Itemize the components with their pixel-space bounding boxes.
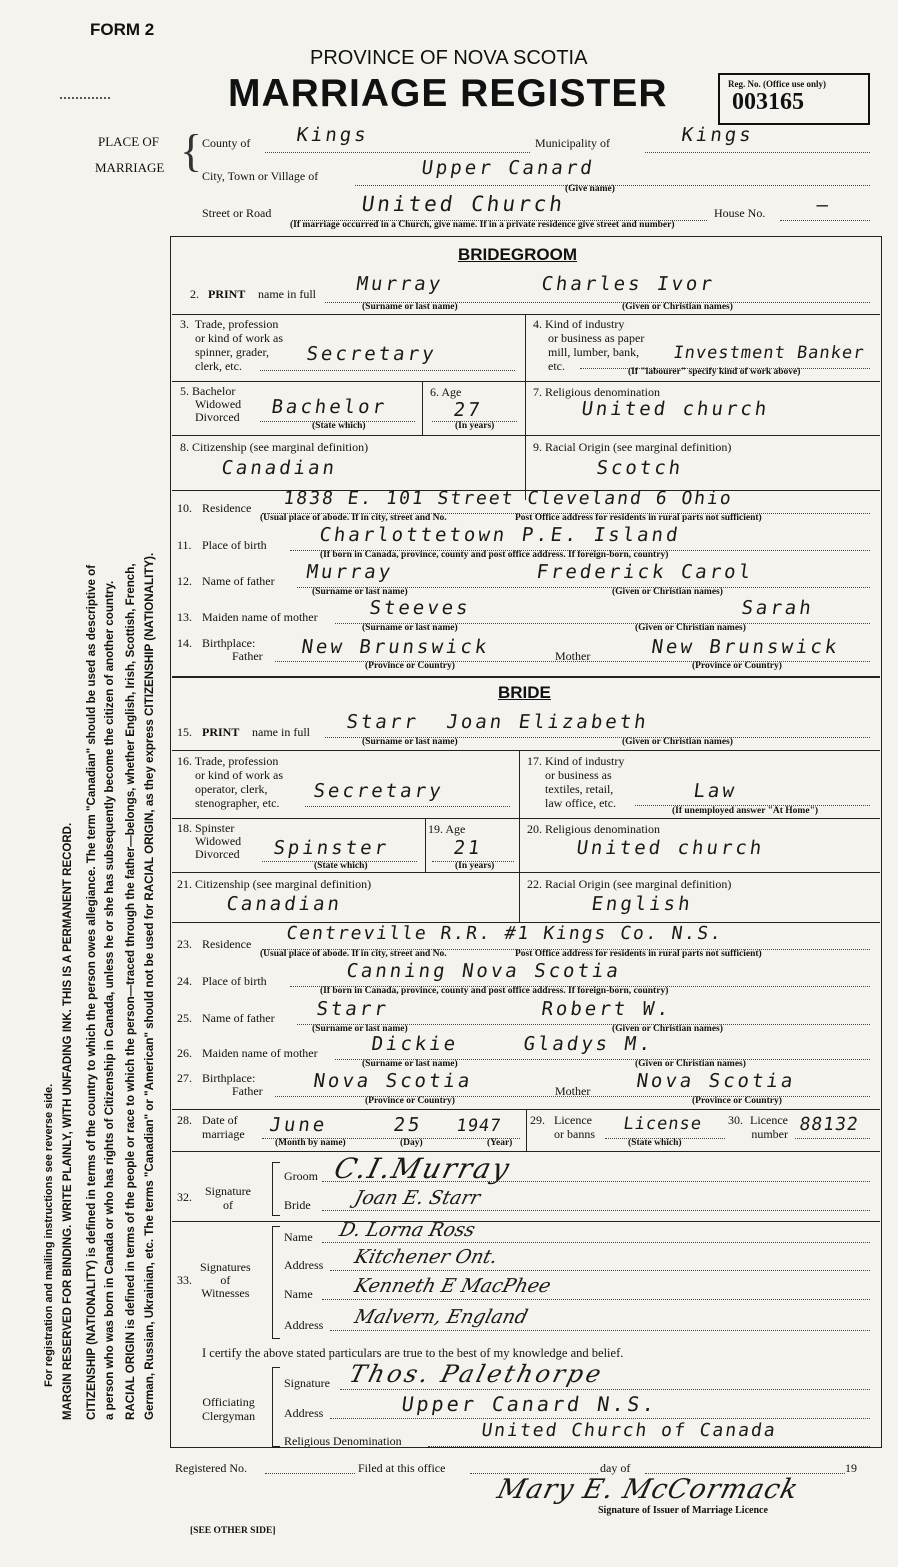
bride-father-surname-caption: (Surname or last name)	[312, 1024, 408, 1034]
groom-birth: Charlottetown P.E. Island	[318, 524, 683, 546]
groom-citizenship-label: 8. Citizenship (see marginal definition)	[180, 440, 369, 454]
registered-label: Registered No.	[175, 1461, 247, 1475]
signature-bracket	[272, 1162, 280, 1216]
bride-given-caption: (Given or Christian names)	[622, 737, 733, 747]
page-title: MARRIAGE REGISTER	[228, 72, 668, 115]
groom-bp-father-caption: (Province or Country)	[365, 661, 455, 671]
bride-religion: United church	[575, 837, 766, 859]
street-label: Street or Road	[202, 206, 272, 220]
groom-bp-father: New Brunswick	[300, 636, 491, 658]
signature-num: 32.	[177, 1190, 192, 1204]
bride-given: Joan Elizabeth	[445, 711, 651, 733]
groom-trade: Secretary	[305, 343, 439, 365]
groom-father-label: Name of father	[202, 574, 275, 588]
marriage-year: 1947	[455, 1116, 503, 1136]
groom-mother-surname: Steeves	[368, 597, 473, 619]
see-other-side: [SEE OTHER SIDE]	[190, 1526, 276, 1536]
bride-residence-caption-a: (Usual place of abode. If in city, street and No.	[260, 949, 447, 959]
form-number: FORM 2	[90, 20, 155, 39]
municipality-label: Municipality of	[535, 136, 610, 150]
licence-type: License	[622, 1114, 704, 1134]
bride-mother-given-caption: (Given or Christian names)	[635, 1059, 746, 1069]
city-caption: (Give name)	[565, 184, 615, 194]
groom-trade-label: 3. Trade, profession or kind of work as spinner, grader, clerk, etc.	[180, 317, 283, 373]
bride-status-label: 18. Spinster Widowed Divorced	[177, 821, 242, 861]
licence-number-num: 30.	[728, 1113, 743, 1127]
groom-religion-label: 7. Religious denomination	[533, 385, 660, 399]
groom-given-caption: (Given or Christian names)	[622, 302, 733, 312]
bride-bp-mother-label: Mother	[555, 1084, 591, 1098]
groom-given: Charles Ivor	[540, 273, 717, 295]
bride-surname: Starr	[345, 711, 421, 733]
groom-mother-label: Maiden name of mother	[202, 610, 318, 624]
bride-trade-label: 16. Trade, profession or kind of work as operator, clerk, stenographer, etc.	[177, 754, 283, 810]
groom-status-caption: (State which)	[312, 421, 366, 431]
groom-industry-label: 4. Kind of industry or business as paper mill, lumber, bank, etc.	[533, 317, 645, 373]
county-label: County of	[202, 136, 251, 150]
groom-residence: 1838 E. 101 Street Cleveland 6 Ohio	[282, 488, 735, 509]
bride-name-num: 15.	[177, 725, 192, 739]
marriage-day: 25	[392, 1114, 424, 1136]
bride-citizenship-label: 21. Citizenship (see marginal definition)	[177, 877, 372, 891]
bride-racial: English	[590, 893, 695, 915]
groom-father-given-caption: (Given or Christian names)	[612, 587, 723, 597]
house-label: House No.	[714, 206, 766, 220]
groom-surname: Murray	[355, 273, 445, 295]
clergy-signature-label: Signature	[284, 1376, 330, 1390]
groom-age-label: 6. Age	[430, 385, 462, 399]
witness2-address-label: Address	[284, 1318, 324, 1332]
groom-bp-mother-caption: (Province or Country)	[692, 661, 782, 671]
groom-father-num: 12.	[177, 574, 192, 588]
bride-father-surname: Starr	[315, 998, 391, 1020]
street-value: United Church	[360, 192, 567, 216]
margin-line-3: CITIZENSHIP (NATIONALITY) is defined in terms of the country to which the person owes allegiance. The term "Canadian" should be used as descriptive of	[85, 564, 98, 1420]
clergy-signature: Thos. Palethorpe	[346, 1360, 607, 1388]
witness1-name-label: Name	[284, 1230, 313, 1244]
bride-bp-father-label: Father	[232, 1084, 263, 1098]
margin-line-6: German, Russian, Ukrainian, etc. The terms "Canadian" or "American" should not be used for RACIAL ORIGIN, as they express CITIZENSHIP (NATIONALITY).	[143, 552, 156, 1420]
decorative-mark	[60, 97, 110, 99]
bride-status-caption: (State which)	[314, 861, 368, 871]
bride-bp-label: Birthplace:	[202, 1071, 256, 1085]
groom-mother-given: Sarah	[740, 597, 816, 619]
bride-residence-label: Residence	[202, 937, 252, 951]
clergy-bracket	[272, 1367, 280, 1447]
county-value: Kings	[295, 124, 371, 146]
groom-bp-num: 14.	[177, 636, 192, 650]
bride-industry: Law	[692, 780, 739, 802]
groom-racial: Scotch	[595, 457, 685, 479]
witness2-name: Kenneth E MacPhee	[352, 1275, 554, 1297]
groom-status: Bachelor	[270, 396, 389, 418]
bride-mother-num: 26.	[177, 1046, 192, 1060]
bride-residence-caption-b: Post Office address for residents in rural parts not sufficient)	[515, 949, 762, 959]
bride-father-label: Name of father	[202, 1011, 275, 1025]
bride-industry-label: 17. Kind of industry or business as textiles, retail, law office, etc.	[527, 754, 625, 810]
clergy-address-label: Address	[284, 1406, 324, 1420]
groom-surname-caption: (Surname or last name)	[362, 302, 458, 312]
groom-name-num: 2.	[190, 287, 199, 301]
place-heading-1: PLACE OF	[98, 134, 160, 149]
groom-status-label: 5. Bachelor Widowed Divorced	[180, 384, 242, 424]
groom-citizenship: Canadian	[220, 457, 339, 479]
reg-number: 003165	[732, 89, 804, 115]
witness1-address: Kitchener Ont.	[352, 1246, 500, 1268]
witness2-address: Malvern, England	[352, 1306, 531, 1328]
clergy-denomination: United Church of Canada	[480, 1420, 779, 1441]
groom-residence-label: Residence	[202, 501, 252, 515]
groom-name-print: PRINT	[208, 287, 246, 301]
bride-birth-caption: (If born in Canada, province, county and post office address. If foreign-born, country)	[320, 986, 669, 996]
house-value: –	[815, 194, 833, 216]
bride-residence: Centreville R.R. #1 Kings Co. N.S.	[285, 923, 725, 944]
street-caption: (If marriage occurred in a Church, give name. If in a private residence give street and number)	[290, 220, 675, 230]
witness-bracket	[272, 1226, 280, 1339]
reg-number-label: Reg. No. (Office use only)	[728, 79, 826, 89]
licence-label: Licence or banns	[554, 1113, 595, 1141]
issuer-signature: Mary E. McCormack	[494, 1474, 803, 1505]
bride-status: Spinster	[272, 837, 391, 859]
groom-signature-label: Groom	[284, 1169, 318, 1183]
signature-label: Signature of	[205, 1184, 251, 1212]
bride-residence-num: 23.	[177, 937, 192, 951]
bride-mother-given: Gladys M.	[522, 1033, 656, 1055]
groom-bp-father-label: Father	[232, 649, 263, 663]
bride-bp-num: 27.	[177, 1071, 192, 1085]
year-label: 19	[845, 1461, 857, 1475]
groom-residence-caption-b: Post Office address for residents in rural parts not sufficient)	[515, 513, 762, 523]
groom-father-surname: Murray	[305, 561, 395, 583]
day-label: day of	[600, 1461, 631, 1475]
bride-bp-father: Nova Scotia	[312, 1070, 474, 1092]
bride-father-num: 25.	[177, 1011, 192, 1025]
margin-line-2: MARGIN RESERVED FOR BINDING. WRITE PLAINLY, WITH UNFADING INK. THIS IS A PERMANENT RECORD.	[62, 822, 74, 1420]
groom-religion: United church	[580, 398, 771, 420]
bride-trade: Secretary	[312, 780, 446, 802]
licence-num: 29.	[530, 1113, 545, 1127]
filed-label: Filed at this office	[358, 1461, 446, 1475]
witness1-address-label: Address	[284, 1258, 324, 1272]
groom-age: 27	[452, 399, 484, 421]
groom-name-label: name in full	[258, 287, 316, 301]
date-label: Date of marriage	[202, 1113, 245, 1141]
groom-residence-caption-a: (Usual place of abode. If in city, street and No.	[260, 513, 447, 523]
bride-father-given-caption: (Given or Christian names)	[612, 1024, 723, 1034]
clergy-denomination-label: Religious Denomination	[284, 1434, 402, 1448]
bride-signature-label: Bride	[284, 1198, 311, 1212]
municipality-value: Kings	[680, 124, 756, 146]
witness-num: 33.	[177, 1273, 192, 1287]
city-label: City, Town or Village of	[202, 169, 319, 183]
groom-bp-mother: New Brunswick	[650, 636, 841, 658]
margin-line-4: a person who was born in Canada or who has rights of Citizenship in Canada, unless he or she has subsequently become the citizen of another country.	[103, 580, 116, 1420]
bride-heading: BRIDE	[498, 683, 551, 702]
bride-citizenship: Canadian	[225, 893, 344, 915]
bridegroom-heading: BRIDEGROOM	[458, 245, 577, 264]
groom-mother-num: 13.	[177, 610, 192, 624]
clergy-label: Officiating Clergyman	[202, 1395, 256, 1423]
groom-industry: Investment Banker	[672, 343, 866, 363]
month-caption: (Month by name)	[275, 1138, 346, 1148]
bride-mother-surname-caption: (Surname or last name)	[362, 1059, 458, 1069]
margin-line-5: RACIAL ORIGIN is defined in terms of the people or race to which the person—traced through the father—belongs, whether English, Irish, Scottish, French,	[124, 563, 137, 1420]
bride-birth: Canning Nova Scotia	[345, 960, 623, 982]
groom-signature: C.I.Murray	[330, 1152, 515, 1185]
groom-bp-label: Birthplace:	[202, 636, 256, 650]
witness2-name-label: Name	[284, 1287, 313, 1301]
date-num: 28.	[177, 1113, 192, 1127]
bride-bp-mother: Nova Scotia	[635, 1070, 797, 1092]
groom-birth-label: Place of birth	[202, 538, 267, 552]
bride-religion-label: 20. Religious denomination	[527, 822, 660, 836]
bride-father-given: Robert W.	[540, 998, 674, 1020]
groom-mother-given-caption: (Given or Christian names)	[635, 623, 746, 633]
bride-age-label: 19. Age	[428, 822, 466, 836]
groom-birth-caption: (If born in Canada, province, county and post office address. If foreign-born, country)	[320, 550, 669, 560]
bride-age: 21	[452, 837, 484, 859]
witness1-name: D. Lorna Ross	[337, 1219, 478, 1241]
day-caption: (Day)	[400, 1138, 423, 1148]
bride-mother-label: Maiden name of mother	[202, 1046, 318, 1060]
marriage-month: June	[268, 1114, 329, 1136]
groom-age-caption: (In years)	[455, 421, 495, 431]
groom-residence-num: 10.	[177, 501, 192, 515]
groom-mother-surname-caption: (Surname or last name)	[362, 623, 458, 633]
groom-father-given: Frederick Carol	[535, 561, 755, 583]
brace: {	[180, 125, 203, 176]
bride-mother-surname: Dickie	[370, 1033, 460, 1055]
bride-industry-caption: (If unemployed answer "At Home")	[672, 806, 819, 816]
groom-birth-num: 11.	[177, 538, 192, 552]
licence-caption: (State which)	[628, 1138, 682, 1148]
licence-number: 88132	[798, 1114, 861, 1135]
bride-birth-num: 24.	[177, 974, 192, 988]
issuer-caption: Signature of Issuer of Marriage Licence	[598, 1505, 768, 1516]
groom-bp-mother-label: Mother	[555, 649, 591, 663]
bride-signature: Joan E. Starr	[352, 1187, 483, 1209]
margin-line-1: For registration and mailing instructions see reverse side.	[43, 1083, 55, 1387]
witness-label: Signatures of Witnesses	[200, 1260, 251, 1300]
licence-number-label: Licence number	[750, 1113, 788, 1141]
year-caption: (Year)	[487, 1138, 513, 1148]
reg-number-box	[718, 73, 870, 125]
bride-birth-label: Place of birth	[202, 974, 267, 988]
bride-name-label: name in full	[252, 725, 310, 739]
bride-bp-mother-caption: (Province or Country)	[692, 1096, 782, 1106]
bride-racial-label: 22. Racial Origin (see marginal definition)	[527, 877, 732, 891]
bride-bp-father-caption: (Province or Country)	[365, 1096, 455, 1106]
bride-surname-caption: (Surname or last name)	[362, 737, 458, 747]
place-heading-2: MARRIAGE	[95, 160, 165, 175]
bride-age-caption: (In years)	[455, 861, 495, 871]
province-heading: PROVINCE OF NOVA SCOTIA	[310, 47, 588, 69]
groom-industry-caption: (If "labourer" specify kind of work above)	[628, 367, 801, 377]
groom-father-surname-caption: (Surname or last name)	[312, 587, 408, 597]
city-value: Upper Canard	[420, 157, 597, 179]
certification: I certify the above stated particulars are true to the best of my knowledge and belief.	[202, 1346, 624, 1360]
clergy-address: Upper Canard N.S.	[400, 1392, 660, 1416]
bride-name-print: PRINT	[202, 725, 240, 739]
groom-racial-label: 9. Racial Origin (see marginal definition)	[533, 440, 732, 454]
